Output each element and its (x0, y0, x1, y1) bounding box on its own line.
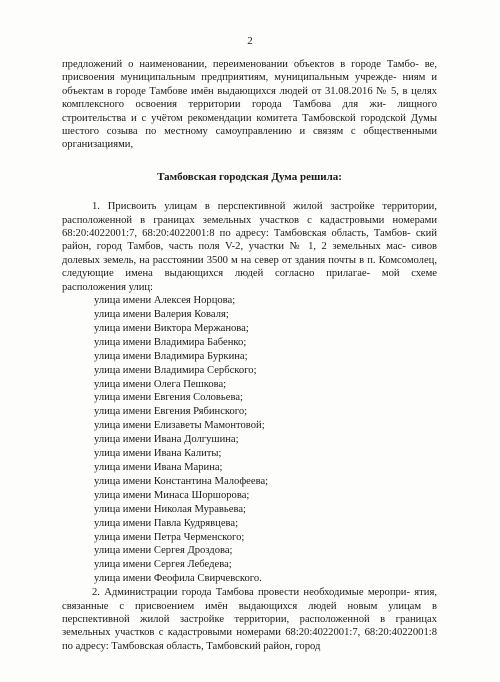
item-1-line: ский район, город Тамбов, часть поля V-2, участки № 1, 2 земельных мас- (62, 228, 437, 253)
list-item: улица имени Олега Пешкова; (94, 378, 227, 390)
intro-line: № 5, в целях комплексного освоения территории города Тамбова для жи- (62, 85, 438, 111)
list-item: улица имени Петра Черменского; (94, 531, 245, 543)
list-item: улица имени Сергея Дроздова; (94, 545, 233, 557)
intro-line: ниям и объектам в городе Тамбове имён выдающихся людей от 31.08.2016 (62, 72, 438, 97)
street-names-list (62, 294, 437, 586)
document-body (62, 58, 437, 653)
intro-line: ве, присвоения муниципальным предприятиям, муниципальным учрежде- (62, 59, 437, 84)
list-item: улица имени Евгения Рябинского; (94, 406, 248, 418)
list-item: улица имени Владимира Буркина; (94, 350, 248, 362)
list-item: улица имени Алексея Норцова; (94, 295, 236, 307)
list-item: улица имени Сергея Лебедева; (94, 559, 232, 571)
list-item: улица имени Николая Муравьева; (94, 503, 246, 515)
list-item: улица имени Евгения Соловьева; (94, 392, 243, 404)
list-item: улица имени Константина Малофеева; (94, 475, 269, 487)
list-item: улица имени Виктора Мержанова; (94, 322, 249, 334)
item-1-line: п. Комсомолец, следующие имена выдающихся людей согласно прилагае- (62, 254, 437, 280)
list-item: улица имени Ивана Долгушина; (94, 434, 239, 446)
list-item: улица имени Павла Кудрявцева; (94, 517, 239, 529)
intro-line: предложений о наименовании, переименовании объектов в городе Тамбо- (62, 59, 419, 70)
intro-paragraph (62, 58, 437, 152)
list-item: улица имени Ивана Марина; (94, 461, 223, 473)
list-item: улица имени Елизаветы Мамонтовой; (94, 420, 265, 432)
list-item: улица имени Ивана Калиты; (94, 448, 222, 460)
item-2-paragraph (62, 586, 437, 653)
resolution-heading: Тамбовская городская Дума решила: (157, 170, 342, 183)
item-1-line: 1. Присвоить улицам в перспективной жилой застройке территории, (92, 201, 437, 213)
list-item: улица имени Валерия Коваля; (94, 309, 229, 320)
item-2-line: 2. Администрации города Тамбова провести необходимые меропри- (92, 587, 410, 599)
list-item: улица имени Владимира Сербского; (94, 364, 257, 376)
page-number: 2 (247, 35, 253, 47)
intro-line: общественными организациями, (62, 126, 437, 151)
item-1-line: расположенной в границах земельных участков с кадастровыми номерами (62, 214, 437, 226)
item-1-line: 68:20:4022001:7, 68:20:4022001:8 по адресу: Тамбовская область, Тамбов- (62, 228, 411, 240)
list-item: улица имени Минаса Шоршорова; (94, 489, 250, 501)
intro-line: городской Думы шестого созыва по местному самоуправлению и связям с (62, 112, 438, 138)
item-1-paragraph (62, 200, 437, 294)
item-2-line: земельных участков с кадастровыми номерами 68:20:4022001:7, (62, 627, 365, 639)
item-1-line: мой схеме расположения улиц: (62, 268, 437, 293)
intro-line: лищного строительства и с учётом рекомендации комитета Тамбовской (62, 99, 438, 124)
item-1-line: сивов долевых земель, на расстоянии 3500 м на север от здания почты в (62, 241, 437, 266)
list-item: улица имени Владимира Бабенко; (94, 336, 247, 348)
list-item: улица имени Феофила Свирчевского. (94, 573, 262, 585)
item-2-line: 68:20:4022001:8 по адресу: Тамбовская область, Тамбовский район, город (62, 627, 437, 652)
item-2-line: ятия, связанные с присвоением имён выдающихся людей новым улицам (62, 587, 437, 612)
item-2-line: в перспективной жилой застройке территории, расположенной в границах (62, 600, 437, 625)
